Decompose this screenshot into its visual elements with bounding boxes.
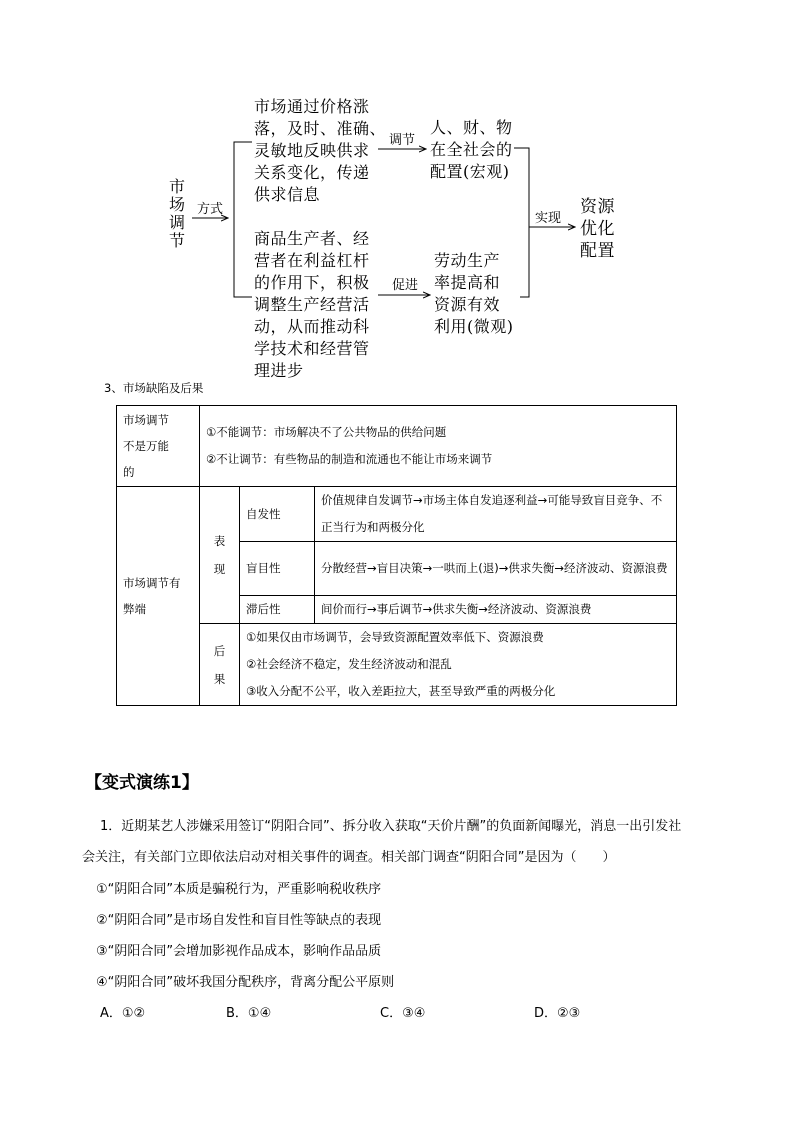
question-option: ①“阴阳合同”本质是骗税行为，严重影响税收秩序 — [96, 882, 382, 897]
trait-desc: 价值规律自发调节→市场主体自发追逐利益→可能导致盲目竞争、不正当行为和两极分化 — [315, 487, 677, 542]
lower-desc-line: 商品生产者、经 — [254, 229, 370, 248]
houguo-text: 后果 — [213, 643, 226, 686]
row1-item: ①不能调节：市场解决不了公共物品的供给问题 — [206, 425, 447, 439]
consequence-item: ①如果仅由市场调节，会导致资源配置效率低下、资源浪费 — [246, 630, 544, 644]
choice-c[interactable]: C．③④ — [380, 1006, 426, 1021]
lower-desc-line: 动，从而推动科 — [254, 317, 370, 336]
lower-result-line: 率提高和 — [434, 273, 501, 292]
lower-result-line: 利用(微观) — [434, 317, 514, 336]
upper-result-line: 配置(宏观) — [430, 162, 510, 181]
choice-a[interactable]: A．①② — [100, 1006, 146, 1021]
root-text: 市场调节 — [168, 177, 185, 250]
biaoxian-text: 表现 — [213, 534, 226, 576]
lower-desc-line: 营者在利益杠杆 — [254, 251, 370, 270]
table-row — [117, 406, 677, 487]
choice-b[interactable]: B．①④ — [226, 1006, 272, 1021]
choice-d[interactable]: D．②③ — [534, 1006, 581, 1021]
question-block — [82, 811, 756, 1029]
row1-content — [200, 406, 677, 487]
question-option: ③“阴阳合同”会增加影视作品成本，影响作品品质 — [96, 944, 382, 959]
final-line: 优化 — [580, 219, 615, 239]
upper-desc-line: 关系变化，传递 — [254, 163, 370, 182]
houguo-label — [200, 624, 240, 706]
table-row — [117, 624, 677, 706]
question-stem-line2: 会关注，有关部门立即依法启动对相关事件的调查。相关部门调查“阴阳合同”是因为（ ） — [82, 850, 616, 865]
question-option: ②“阴阳合同”是市场自发性和盲目性等缺点的表现 — [96, 913, 382, 928]
row1-label — [117, 406, 200, 487]
final-line: 资源 — [580, 197, 615, 217]
lower-desc-line: 调整生产经营活 — [254, 295, 370, 314]
diagram-connectors — [0, 0, 794, 380]
consequences — [240, 624, 677, 706]
lower-desc-line: 的作用下，积极 — [254, 273, 370, 292]
lower-result-line: 资源有效 — [434, 295, 501, 314]
upper-result-line: 在全社会的 — [430, 140, 513, 159]
row1-label-text: 市场调节不是万能的 — [123, 413, 169, 479]
upper-desc-line: 供求信息 — [254, 185, 321, 204]
answer-choices — [96, 998, 756, 1029]
upper-desc-line: 落，及时、准确、 — [254, 119, 387, 138]
final-line: 配置 — [580, 241, 615, 261]
row1-item: ②不让调节：有些物品的制造和流通也不能让市场来调节 — [206, 452, 493, 466]
table-row — [117, 487, 677, 542]
exercise-heading: 【变式演练1】 — [85, 773, 199, 793]
consequence-item: ③收入分配不公平，收入差距拉大，甚至导致严重的两极分化 — [246, 684, 556, 698]
question-stem-line1: 1．近期某艺人涉嫌采用签订“阴阳合同”、拆分收入获取“天价片酬”的负面新闻曝光，消息一出引发社 — [100, 819, 682, 834]
row2-label-text: 市场调节有弊端 — [123, 576, 181, 616]
upper-arrow-label: 调节 — [389, 133, 416, 148]
trait-name: 滞后性 — [240, 596, 315, 624]
lower-arrow-label: 促进 — [392, 278, 419, 293]
realize-label: 实现 — [535, 211, 562, 226]
section3-title: 3、市场缺陷及后果 — [104, 381, 204, 395]
upper-desc-line: 市场通过价格涨 — [254, 97, 370, 116]
trait-desc: 分散经营→盲目决策→一哄而上(退)→供求失衡→经济波动、资源浪费 — [315, 542, 677, 596]
left-bracket — [234, 142, 252, 297]
right-bracket — [514, 148, 529, 297]
row2-label — [117, 487, 200, 706]
lower-desc-line: 理进步 — [254, 361, 304, 380]
upper-desc-line: 灵敏地反映供求 — [254, 141, 370, 160]
lower-desc-line: 学技术和经营管 — [254, 339, 370, 358]
lower-result-line: 劳动生产 — [434, 251, 501, 270]
method-label: 方式 — [197, 202, 224, 217]
trait-name: 盲目性 — [240, 542, 315, 596]
market-defects-table — [116, 405, 677, 706]
trait-desc: 间价而行→事后调节→供求失衡→经济波动、资源浪费 — [315, 596, 677, 624]
question-option: ④“阴阳合同”破坏我国分配秩序，背离分配公平原则 — [96, 975, 395, 990]
upper-result-line: 人、财、物 — [430, 118, 513, 137]
biaoxian-label — [200, 487, 240, 624]
trait-name: 自发性 — [240, 487, 315, 542]
consequence-item: ②社会经济不稳定，发生经济波动和混乱 — [246, 657, 452, 671]
